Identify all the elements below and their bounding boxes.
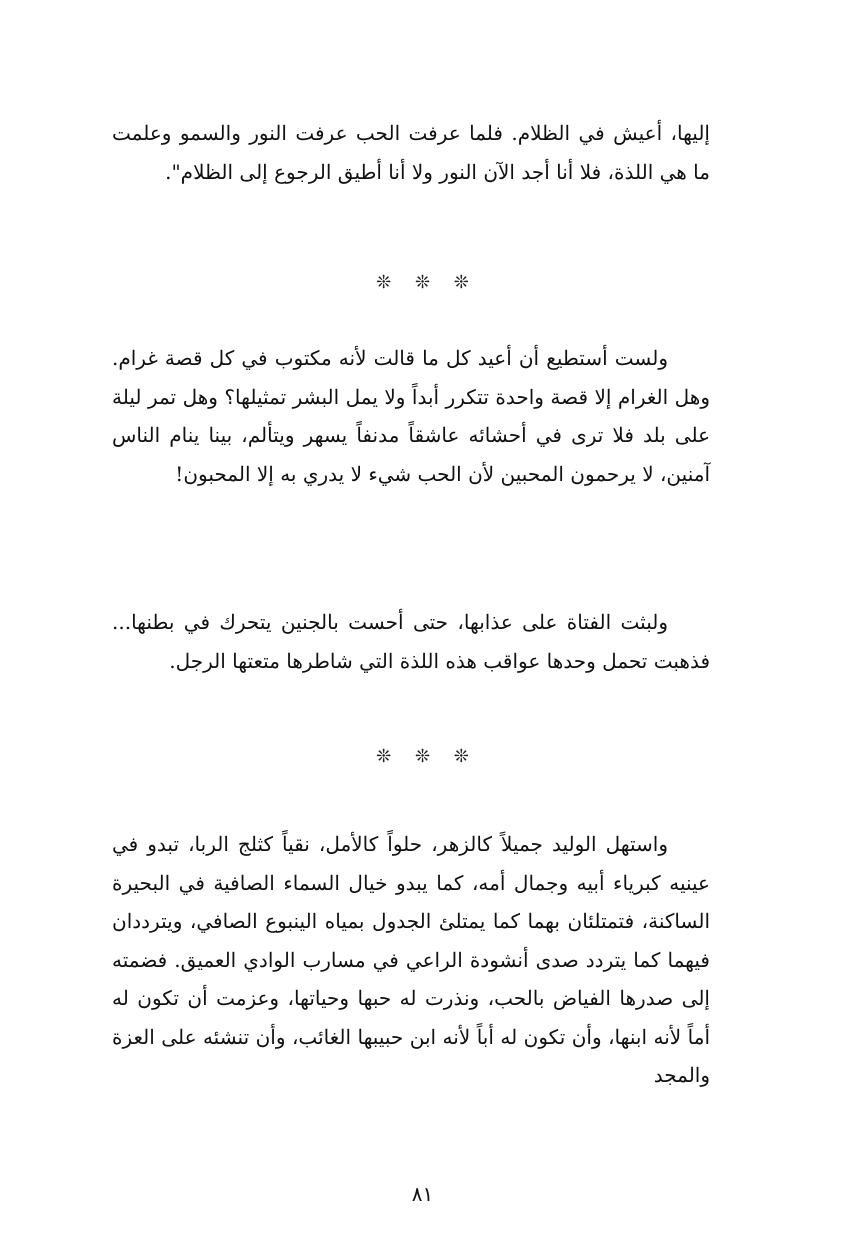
separator-star-icon: ❊ [453, 746, 469, 767]
page-number: ٨١ [411, 1182, 434, 1206]
separator-star-icon: ❊ [414, 746, 431, 767]
section-separator-2 [0, 746, 845, 767]
paragraph-1: إليها، أعيش في الظلام. فلما عرفت الحب عرفت النور والسمو وعلمت ما هي اللذة، فلا أنا أجد الآن النور ولا أنا أطيق الرجوع إلى الظلام". [112, 121, 710, 184]
paragraph-3: ولبثت الفتاة على عذابها، حتى أحست بالجنين يتحرك في بطنها... فذهبت تحمل وحدها عواقب هذه اللذة التي شاطرها متعتها الرجل. [112, 610, 710, 673]
separator-star-icon: ❊ [414, 272, 431, 293]
paragraph-4: واستهل الوليد جميلاً كالزهر، حلواً كالأمل، نقياً كثلج الربا، تبدو في عينيه كبرياء أبيه وجمال أمه، كما يبدو خيال السماء الصافية في البحيرة الساكنة، فتمتلئان بهما كما يمتلئ الجدول بمياه الينبوع الصافي، ويترددان فيهما كما يتردد صدى أنشودة الراعي في مسارب الوادي العميق. فضمته إلى صدرها الفياض بالحب، ونذرت له حبها وحياتها، وعزمت أن تكون له أماً لأنه ابنها، وأن تكون له أباً لأنه ابن حبيبها الغائب، وأن تنشئه على العزة والمجد [112, 832, 710, 1087]
separator-star-icon: ❊ [376, 746, 392, 767]
separator-star-icon: ❊ [376, 272, 392, 293]
section-separator-1 [0, 272, 845, 293]
separator-star-icon: ❊ [453, 272, 469, 293]
paragraph-2: ولست أستطيع أن أعيد كل ما قالت لأنه مكتوب في كل قصة غرام. وهل الغرام إلا قصة واحدة تتكرر أبداً ولا يمل البشر تمثيلها؟ وهل تمر ليلة على بلد فلا ترى في أحشائه عاشقاً مدنفاً يسهر ويتألم، بينا ينام الناس آمنين، لا يرحمون المحبين لأن الحب شيء لا يدري به إلا المحبون! [112, 346, 710, 486]
